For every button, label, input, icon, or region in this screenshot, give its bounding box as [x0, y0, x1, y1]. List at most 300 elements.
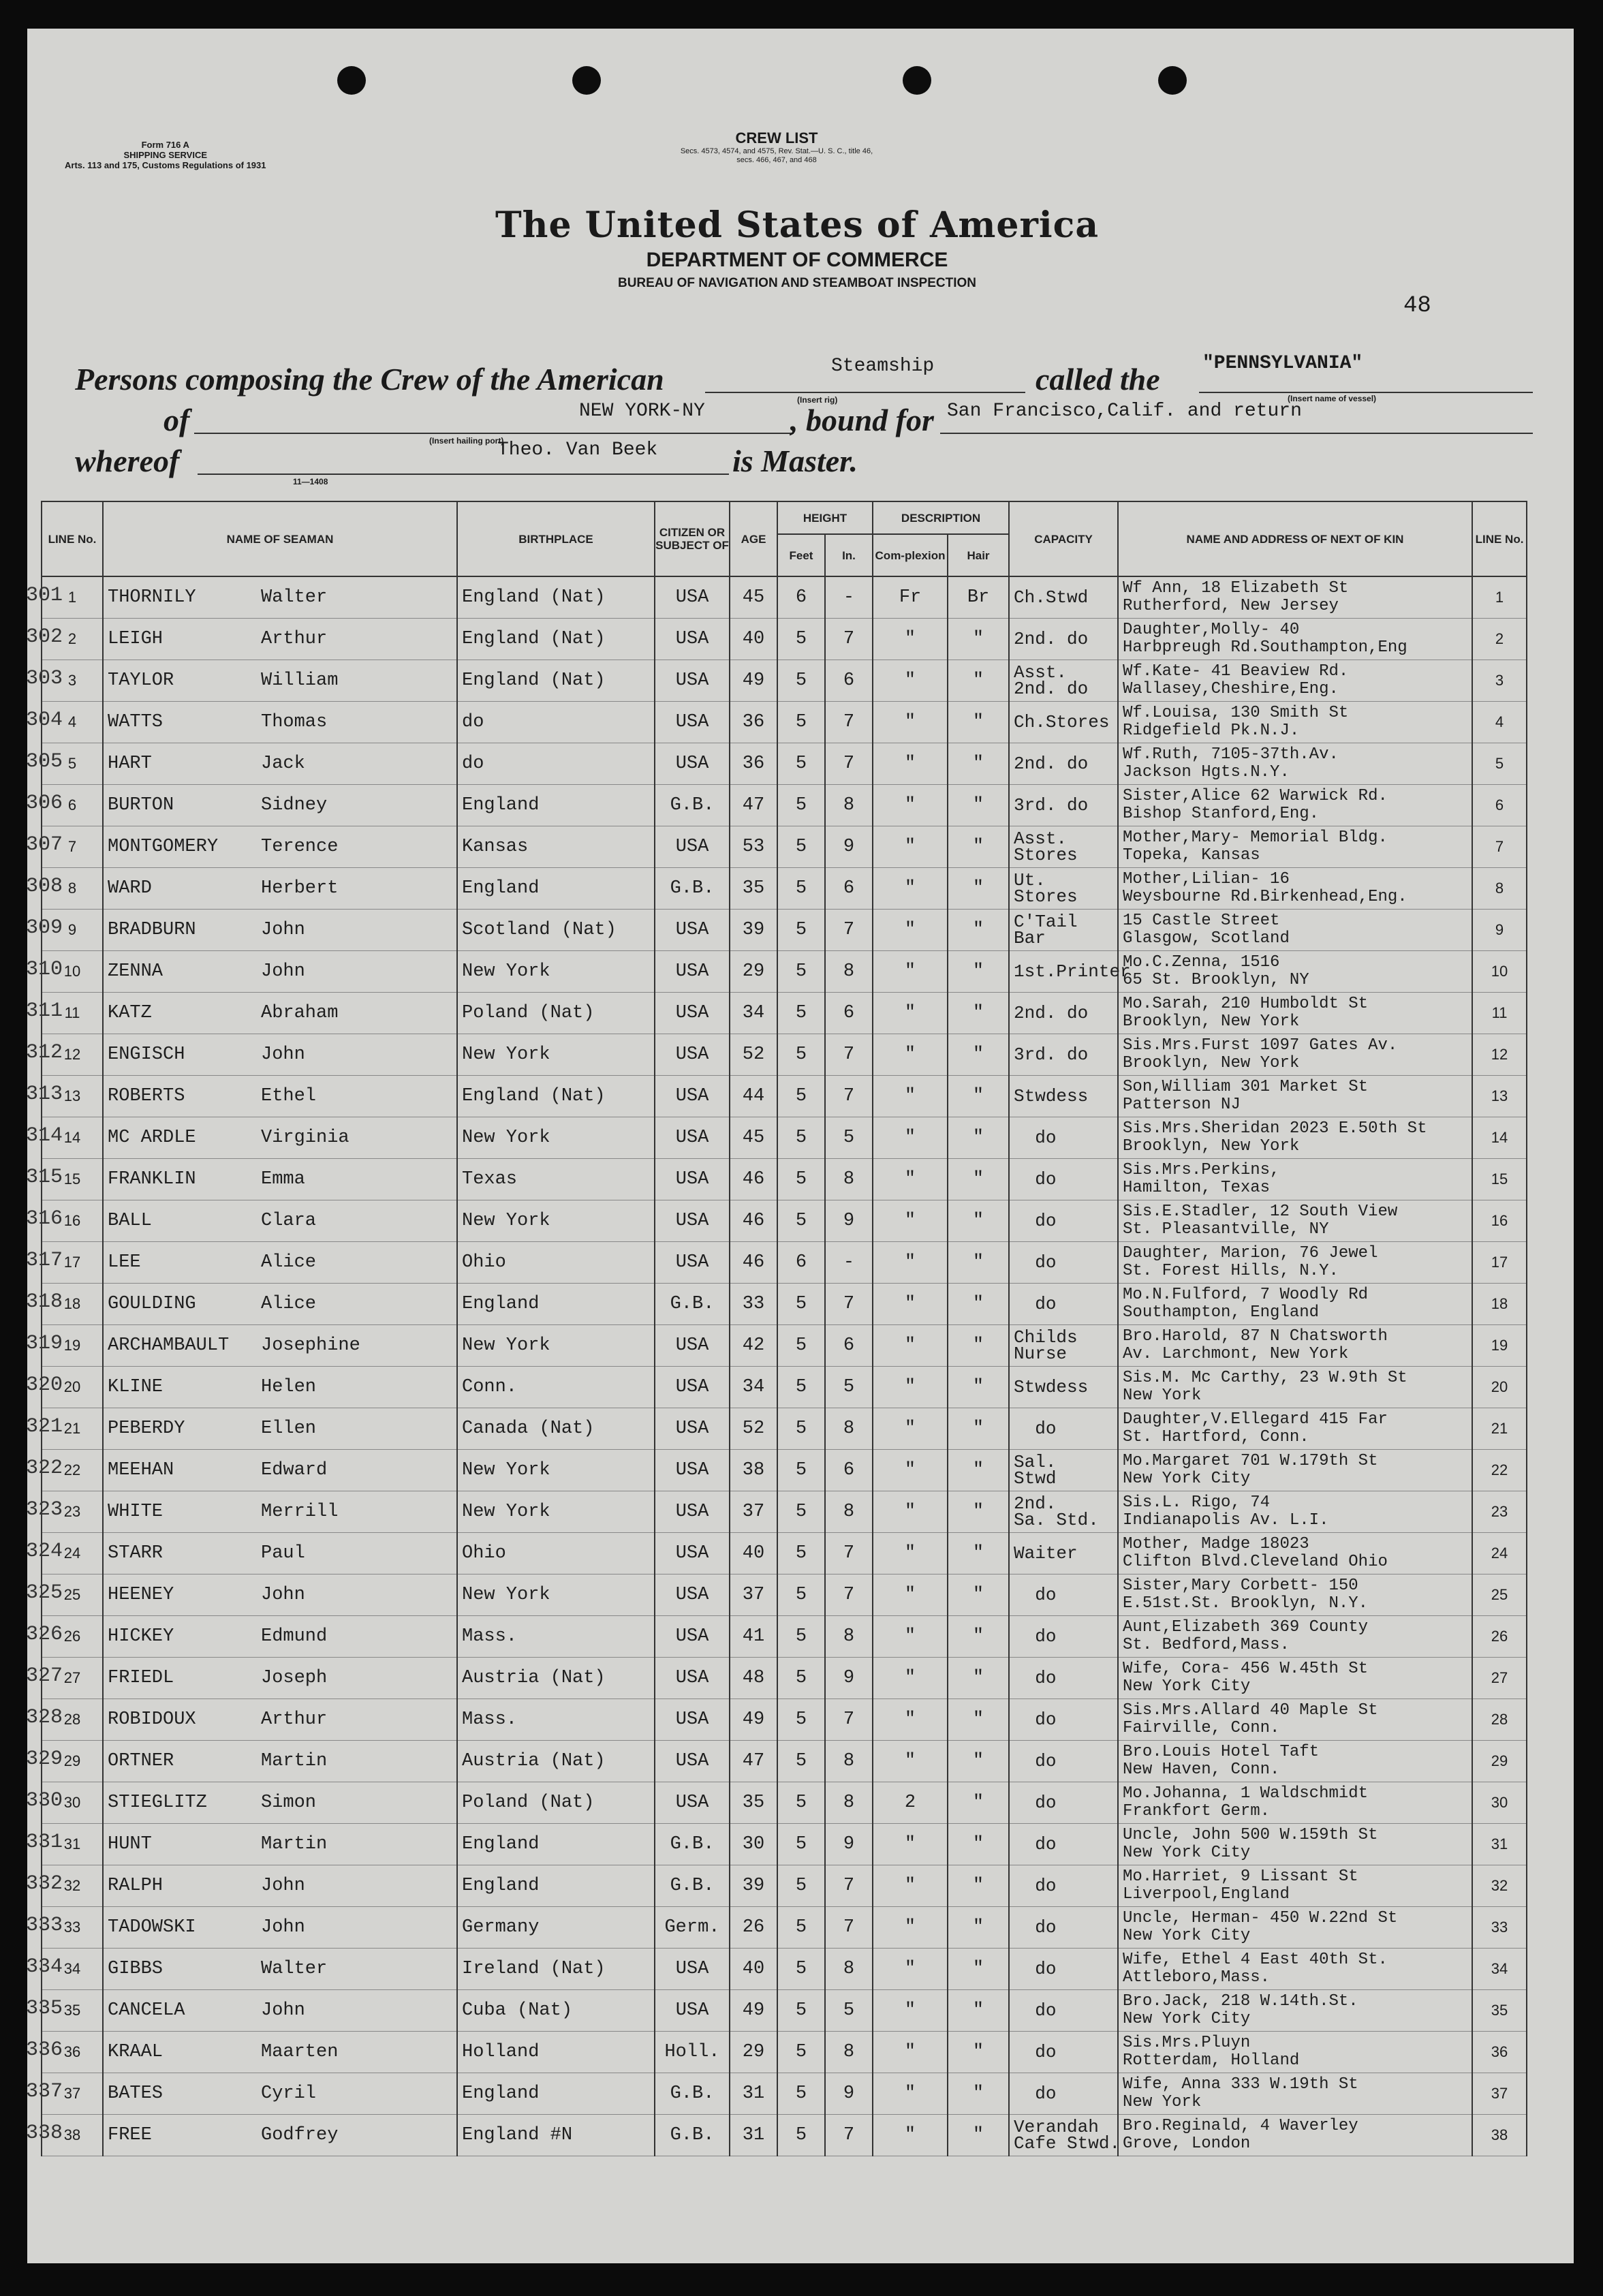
citizenship: USA [655, 1782, 730, 1824]
height-inches: 9 [825, 1200, 873, 1242]
height-inches: 7 [825, 702, 873, 743]
age: 49 [730, 660, 777, 702]
seaman-surname: MC ARDLE [108, 1128, 196, 1148]
col-line-no: LINE No. [42, 501, 103, 576]
height-feet: 5 [777, 1159, 825, 1200]
hair: " [948, 826, 1009, 868]
line-number-right: 4 [1472, 702, 1527, 743]
complexion: " [873, 2073, 948, 2115]
margin-serial-number: 338 [25, 2122, 63, 2145]
height-feet: 5 [777, 743, 825, 785]
seaman-given-name: Clara [261, 1211, 317, 1231]
age: 26 [730, 1907, 777, 1949]
home-port: NEW YORK-NY [579, 401, 705, 422]
table-row [42, 993, 1527, 1034]
height-feet: 5 [777, 660, 825, 702]
capacity: Asst. Stores [1009, 826, 1118, 868]
seaman-given-name: John [261, 920, 305, 940]
hair: " [948, 1159, 1009, 1200]
line-number-right: 25 [1472, 1574, 1527, 1616]
seaman-surname: GIBBS [108, 1959, 164, 1979]
capacity: do [1009, 1865, 1118, 1907]
margin-serial-number: 323 [25, 1498, 63, 1521]
seaman-given-name: Maarten [261, 2042, 339, 2062]
seaman-name [103, 785, 457, 826]
punch-hole-2 [572, 66, 601, 95]
seaman-given-name: Merrill [261, 1502, 339, 1522]
margin-serial-number: 332 [25, 1872, 63, 1895]
age: 44 [730, 1076, 777, 1117]
seaman-surname: FRANKLIN [108, 1169, 196, 1190]
table-row [42, 1990, 1527, 2032]
capacity: do [1009, 1574, 1118, 1616]
margin-serial-number: 329 [25, 1748, 63, 1771]
citizenship: USA [655, 1408, 730, 1450]
line-number-right: 6 [1472, 785, 1527, 826]
seaman-surname: TADOWSKI [108, 1917, 196, 1938]
hair: " [948, 1200, 1009, 1242]
height-feet: 5 [777, 1824, 825, 1865]
complexion: " [873, 1491, 948, 1533]
hair: " [948, 1367, 1009, 1408]
next-of-kin: Sis.Mrs.Furst 1097 Gates Av. Brooklyn, New York [1118, 1034, 1472, 1076]
next-of-kin: Mo.Johanna, 1 Waldschmidt Frankfort Germ. [1118, 1782, 1472, 1824]
citizenship: G.B. [655, 2073, 730, 2115]
height-feet: 5 [777, 910, 825, 951]
margin-serial-number: 303 [25, 667, 63, 690]
height-feet: 5 [777, 1076, 825, 1117]
capacity: do [1009, 1782, 1118, 1824]
citizenship: USA [655, 1367, 730, 1408]
capacity: do [1009, 1284, 1118, 1325]
table-row [42, 1949, 1527, 1990]
line-number-right: 1 [1472, 576, 1527, 619]
line-number: 1 [42, 576, 103, 619]
margin-serial-number: 310 [25, 958, 63, 981]
margin-serial-number: 302 [25, 625, 63, 649]
birthplace: England [457, 2073, 655, 2115]
seaman-surname: LEE [108, 1252, 141, 1273]
next-of-kin: Wf Ann, 18 Elizabeth St Rutherford, New Jersey [1118, 576, 1472, 619]
citizenship: USA [655, 826, 730, 868]
citizenship: USA [655, 951, 730, 993]
age: 31 [730, 2115, 777, 2156]
birthplace: Ohio [457, 1533, 655, 1574]
seaman-name [103, 910, 457, 951]
seaman-given-name: Thomas [261, 712, 328, 732]
seaman-given-name: John [261, 1585, 305, 1605]
complexion: " [873, 1117, 948, 1159]
seaman-name [103, 1284, 457, 1325]
next-of-kin: Bro.Reginald, 4 Waverley Grove, London [1118, 2115, 1472, 2156]
height-inches: 8 [825, 2032, 873, 2073]
citizenship: USA [655, 1658, 730, 1699]
height-feet: 5 [777, 868, 825, 910]
capacity: 2nd. do [1009, 743, 1118, 785]
seaman-surname: WATTS [108, 712, 164, 732]
table-row [42, 1907, 1527, 1949]
table-row [42, 1450, 1527, 1491]
seaman-surname: BURTON [108, 795, 174, 816]
line-number: 31 [42, 1824, 103, 1865]
seaman-name [103, 1034, 457, 1076]
citizenship: G.B. [655, 785, 730, 826]
vessel-line [1199, 392, 1533, 393]
complexion: " [873, 1284, 948, 1325]
height-inches: 7 [825, 619, 873, 660]
capacity: Asst. 2nd. do [1009, 660, 1118, 702]
line-number: 20 [42, 1367, 103, 1408]
line-number-right: 30 [1472, 1782, 1527, 1824]
table-row [42, 1699, 1527, 1741]
seaman-given-name: Herbert [261, 878, 339, 899]
is-master-label: is Master. [732, 444, 858, 478]
height-feet: 5 [777, 1907, 825, 1949]
height-inches: 5 [825, 1367, 873, 1408]
seaman-surname: HART [108, 754, 152, 774]
seaman-name [103, 2073, 457, 2115]
line-number: 26 [42, 1616, 103, 1658]
seaman-name [103, 1367, 457, 1408]
birthplace: Poland (Nat) [457, 993, 655, 1034]
table-row [42, 702, 1527, 743]
hair: " [948, 1533, 1009, 1574]
seaman-given-name: John [261, 2000, 305, 2021]
seaman-name [103, 1200, 457, 1242]
height-feet: 5 [777, 1408, 825, 1450]
seaman-name [103, 1658, 457, 1699]
form-identifier [65, 140, 266, 170]
hair: " [948, 1408, 1009, 1450]
capacity: Sal. Stwd [1009, 1450, 1118, 1491]
line-number: 25 [42, 1574, 103, 1616]
table-row [42, 785, 1527, 826]
capacity: 2nd. do [1009, 619, 1118, 660]
line-number-right: 26 [1472, 1616, 1527, 1658]
age: 52 [730, 1034, 777, 1076]
height-feet: 5 [777, 2073, 825, 2115]
height-feet: 5 [777, 1284, 825, 1325]
hair: " [948, 785, 1009, 826]
seaman-name [103, 660, 457, 702]
margin-serial-number: 333 [25, 1914, 63, 1937]
next-of-kin: Bro.Jack, 218 W.14th.St. New York City [1118, 1990, 1472, 2032]
seaman-given-name: Helen [261, 1377, 317, 1397]
crew-table [41, 501, 1527, 2156]
seaman-surname: HICKEY [108, 1626, 174, 1647]
height-feet: 5 [777, 1658, 825, 1699]
complexion: " [873, 1076, 948, 1117]
line-number-right: 38 [1472, 2115, 1527, 2156]
age: 45 [730, 576, 777, 619]
age: 49 [730, 1699, 777, 1741]
seaman-surname: ROBIDOUX [108, 1709, 196, 1730]
birthplace: England [457, 1824, 655, 1865]
line-number: 29 [42, 1741, 103, 1782]
line-number: 11 [42, 993, 103, 1034]
line-number: 24 [42, 1533, 103, 1574]
height-feet: 5 [777, 993, 825, 1034]
seaman-surname: ENGISCH [108, 1044, 185, 1065]
height-inches: 8 [825, 1616, 873, 1658]
capacity: do [1009, 2073, 1118, 2115]
margin-serial-number: 305 [25, 750, 63, 773]
table-row [42, 1076, 1527, 1117]
capacity: Childs Nurse [1009, 1325, 1118, 1367]
age: 38 [730, 1450, 777, 1491]
capacity: 2nd. Sa. Std. [1009, 1491, 1118, 1533]
seaman-given-name: Edward [261, 1460, 328, 1480]
margin-serial-number: 316 [25, 1207, 63, 1230]
table-row [42, 1159, 1527, 1200]
capacity: Ch.Stwd [1009, 576, 1118, 619]
rig-value: Steamship [831, 356, 935, 377]
complexion: " [873, 1824, 948, 1865]
citizenship: USA [655, 1159, 730, 1200]
hair: " [948, 993, 1009, 1034]
next-of-kin: Sis.Mrs.Perkins, Hamilton, Texas [1118, 1159, 1472, 1200]
next-of-kin: Bro.Louis Hotel Taft New Haven, Conn. [1118, 1741, 1472, 1782]
line-number-right: 9 [1472, 910, 1527, 951]
seaman-name [103, 619, 457, 660]
next-of-kin: Mo.C.Zenna, 1516 65 St. Brooklyn, NY [1118, 951, 1472, 993]
line-number-right: 19 [1472, 1325, 1527, 1367]
line-number: 4 [42, 702, 103, 743]
seaman-name [103, 1907, 457, 1949]
next-of-kin: Uncle, Herman- 450 W.22nd St New York City [1118, 1907, 1472, 1949]
next-of-kin: Wf.Kate- 41 Beaview Rd. Wallasey,Cheshire,Eng. [1118, 660, 1472, 702]
age: 33 [730, 1284, 777, 1325]
citizenship: USA [655, 660, 730, 702]
hair: " [948, 910, 1009, 951]
height-feet: 5 [777, 1616, 825, 1658]
height-feet: 5 [777, 951, 825, 993]
age: 48 [730, 1658, 777, 1699]
birthplace: New York [457, 1574, 655, 1616]
line-number: 21 [42, 1408, 103, 1450]
birthplace: England [457, 1865, 655, 1907]
height-inches: - [825, 1242, 873, 1284]
hair: " [948, 868, 1009, 910]
seaman-name [103, 1782, 457, 1824]
citizenship: USA [655, 619, 730, 660]
height-inches: 6 [825, 660, 873, 702]
complexion: " [873, 1616, 948, 1658]
capacity: Stwdess [1009, 1367, 1118, 1408]
height-inches: 7 [825, 1699, 873, 1741]
line-number: 12 [42, 1034, 103, 1076]
age: 36 [730, 743, 777, 785]
next-of-kin: Sis.Mrs.Pluyn Rotterdam, Holland [1118, 2032, 1472, 2073]
line-number: 35 [42, 1990, 103, 2032]
col-name: NAME OF SEAMAN [103, 501, 457, 576]
height-inches: 7 [825, 743, 873, 785]
age: 45 [730, 1117, 777, 1159]
citizenship: USA [655, 1990, 730, 2032]
seaman-given-name: Emma [261, 1169, 305, 1190]
birthplace: Holland [457, 2032, 655, 2073]
height-inches: 8 [825, 1491, 873, 1533]
age: 36 [730, 702, 777, 743]
next-of-kin: 15 Castle Street Glasgow, Scotland [1118, 910, 1472, 951]
table-row [42, 1242, 1527, 1284]
margin-serial-number: 335 [25, 1997, 63, 2020]
seaman-name [103, 1159, 457, 1200]
height-feet: 5 [777, 1699, 825, 1741]
seaman-given-name: Joseph [261, 1668, 328, 1688]
hair: " [948, 743, 1009, 785]
destination-line [940, 433, 1533, 434]
form-service: SHIPPING SERVICE [123, 150, 208, 160]
height-feet: 5 [777, 2032, 825, 2073]
master-line [198, 474, 729, 475]
citizenship: G.B. [655, 868, 730, 910]
age: 35 [730, 1782, 777, 1824]
seaman-name [103, 1699, 457, 1741]
hair: " [948, 619, 1009, 660]
capacity: 1st.Printer [1009, 951, 1118, 993]
seaman-name [103, 951, 457, 993]
seaman-given-name: John [261, 1876, 305, 1896]
line-number: 30 [42, 1782, 103, 1824]
citizenship: USA [655, 1616, 730, 1658]
height-inches: 7 [825, 2115, 873, 2156]
height-feet: 5 [777, 1367, 825, 1408]
seaman-surname: PEBERDY [108, 1418, 185, 1439]
table-row [42, 1034, 1527, 1076]
seaman-given-name: John [261, 1044, 305, 1065]
hair: " [948, 1865, 1009, 1907]
seaman-given-name: William [261, 670, 339, 691]
seaman-given-name: Alice [261, 1252, 317, 1273]
height-inches: 6 [825, 868, 873, 910]
hair: " [948, 1117, 1009, 1159]
capacity: do [1009, 1616, 1118, 1658]
line-number: 15 [42, 1159, 103, 1200]
margin-serial-number: 331 [25, 1831, 63, 1854]
citizenship: USA [655, 1450, 730, 1491]
age: 52 [730, 1408, 777, 1450]
master-name: Theo. Van Beek [497, 439, 658, 461]
age: 40 [730, 1949, 777, 1990]
age: 37 [730, 1491, 777, 1533]
height-feet: 6 [777, 576, 825, 619]
complexion: " [873, 1159, 948, 1200]
height-inches: 9 [825, 2073, 873, 2115]
seaman-given-name: Godfrey [261, 2125, 339, 2145]
line-number: 22 [42, 1450, 103, 1491]
height-feet: 5 [777, 2115, 825, 2156]
col-capacity: CAPACITY [1009, 501, 1118, 576]
height-inches: 8 [825, 1741, 873, 1782]
rig-line [705, 392, 1025, 393]
margin-serial-number: 312 [25, 1041, 63, 1064]
birthplace: Canada (Nat) [457, 1408, 655, 1450]
birthplace: Mass. [457, 1699, 655, 1741]
height-feet: 5 [777, 1949, 825, 1990]
age: 39 [730, 1865, 777, 1907]
birthplace: New York [457, 1117, 655, 1159]
line-number: 10 [42, 951, 103, 993]
next-of-kin: Mother,Lilian- 16 Weysbourne Rd.Birkenhead,Eng. [1118, 868, 1472, 910]
seaman-given-name: Walter [261, 1959, 328, 1979]
age: 34 [730, 1367, 777, 1408]
birthplace: New York [457, 1034, 655, 1076]
seaman-given-name: Edmund [261, 1626, 328, 1647]
height-feet: 5 [777, 785, 825, 826]
seaman-surname: LEIGH [108, 629, 164, 649]
capacity: do [1009, 1658, 1118, 1699]
vessel-hint: (Insert name of vessel) [1288, 394, 1377, 403]
height-inches: 9 [825, 826, 873, 868]
col-hair: Hair [948, 534, 1009, 576]
margin-serial-number: 330 [25, 1789, 63, 1812]
next-of-kin: Mother,Mary- Memorial Bldg. Topeka, Kansas [1118, 826, 1472, 868]
age: 40 [730, 1533, 777, 1574]
citizenship: USA [655, 1533, 730, 1574]
complexion: " [873, 1450, 948, 1491]
seaman-surname: KRAAL [108, 2042, 164, 2062]
seaman-given-name: Virginia [261, 1128, 349, 1148]
capacity: do [1009, 1949, 1118, 1990]
margin-serial-number: 308 [25, 875, 63, 898]
table-row [42, 1533, 1527, 1574]
next-of-kin: Aunt,Elizabeth 369 County St. Bedford,Mass. [1118, 1616, 1472, 1658]
birthplace: New York [457, 1325, 655, 1367]
complexion: " [873, 951, 948, 993]
height-feet: 5 [777, 1533, 825, 1574]
table-row [42, 1200, 1527, 1242]
complexion: " [873, 1699, 948, 1741]
complexion: " [873, 1990, 948, 2032]
age: 47 [730, 785, 777, 826]
line-number: 19 [42, 1325, 103, 1367]
destination: San Francisco,Calif. and return [947, 401, 1302, 422]
seaman-given-name: Jack [261, 754, 305, 774]
hair: " [948, 1491, 1009, 1533]
height-inches: 7 [825, 1076, 873, 1117]
height-feet: 5 [777, 1200, 825, 1242]
age: 35 [730, 868, 777, 910]
line-number-right: 3 [1472, 660, 1527, 702]
citizenship: USA [655, 576, 730, 619]
citizenship: USA [655, 1699, 730, 1741]
margin-serial-number: 322 [25, 1457, 63, 1480]
col-height: HEIGHT [777, 501, 873, 534]
hair: " [948, 1034, 1009, 1076]
age: 49 [730, 1990, 777, 2032]
table-row [42, 1741, 1527, 1782]
table-row [42, 1284, 1527, 1325]
line-number-right: 12 [1472, 1034, 1527, 1076]
age: 30 [730, 1824, 777, 1865]
form-regulation: Arts. 113 and 175, Customs Regulations of 1931 [65, 160, 266, 170]
birthplace: England [457, 868, 655, 910]
age: 42 [730, 1325, 777, 1367]
seaman-name [103, 1076, 457, 1117]
height-inches: 7 [825, 1574, 873, 1616]
line-number: 3 [42, 660, 103, 702]
seaman-name [103, 1990, 457, 2032]
table-row [42, 2115, 1527, 2156]
table-row [42, 660, 1527, 702]
capacity: Ch.Stores [1009, 702, 1118, 743]
margin-serial-number: 320 [25, 1374, 63, 1397]
next-of-kin: Daughter, Marion, 76 Jewel St. Forest Hills, N.Y. [1118, 1242, 1472, 1284]
seaman-name [103, 1616, 457, 1658]
seaman-name [103, 2032, 457, 2073]
seaman-given-name: Simon [261, 1793, 317, 1813]
